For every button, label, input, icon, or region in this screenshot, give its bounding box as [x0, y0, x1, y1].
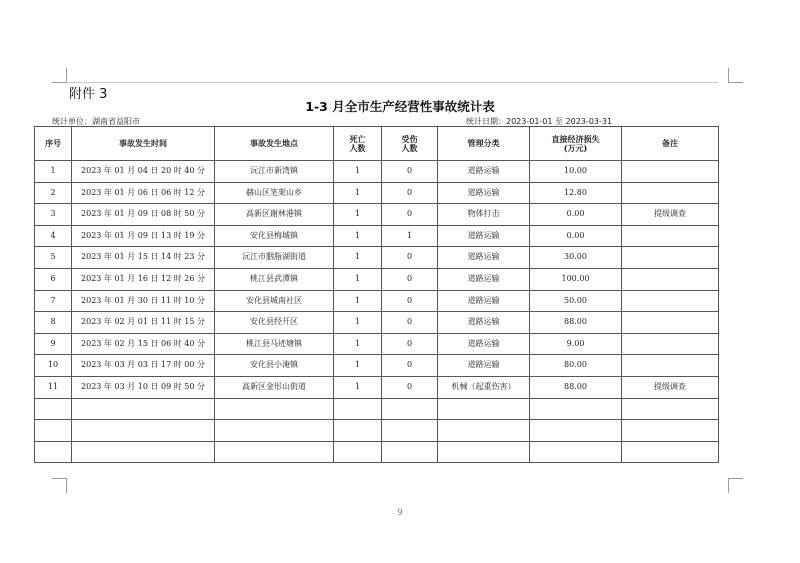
empty-cell [438, 441, 530, 463]
empty-cell [35, 398, 72, 420]
header-no: 序号 [35, 127, 72, 161]
cell-time: 2023 年 01 月 16 日 12 时 26 分 [72, 268, 215, 290]
table-row [35, 268, 719, 290]
cell-loss: 80.00 [530, 355, 622, 377]
empty-cell [382, 398, 438, 420]
cell-no: 6 [35, 268, 72, 290]
statistics-date: 统计日期：2023-01-01 至 2023-03-31 [466, 117, 613, 126]
cell-no: 7 [35, 290, 72, 312]
empty-cell [622, 441, 719, 463]
cell-category: 道路运输 [438, 268, 530, 290]
empty-cell [530, 441, 622, 463]
cell-dead: 1 [334, 182, 382, 204]
cell-place: 桃江县武潭镇 [215, 268, 334, 290]
table-row [35, 247, 719, 269]
header-loss [530, 127, 622, 161]
empty-cell [622, 398, 719, 420]
header-dead-line1: 死亡 [349, 134, 366, 145]
cell-remark [622, 290, 719, 312]
cell-category: 道路运输 [438, 161, 530, 183]
cell-no: 1 [35, 161, 72, 183]
cell-injured: 0 [382, 204, 438, 226]
header-injured-line2: 人数 [401, 142, 418, 153]
empty-cell [334, 398, 382, 420]
cell-place: 安化县梅城镇 [215, 225, 334, 247]
header-rule [66, 82, 718, 83]
cell-place: 高新区谢林港镇 [215, 204, 334, 226]
cell-dead: 1 [334, 312, 382, 334]
table-row [35, 290, 719, 312]
cell-category: 道路运输 [438, 247, 530, 269]
header-loss-line2: (万元) [563, 142, 588, 153]
cell-category: 道路运输 [438, 182, 530, 204]
empty-cell [382, 420, 438, 442]
document-title: 1-3 月全市生产经营性事故统计表 [305, 99, 495, 114]
crop-mark-top-right [728, 68, 743, 83]
empty-cell [530, 420, 622, 442]
empty-cell [72, 398, 215, 420]
cell-category: 道路运输 [438, 333, 530, 355]
cell-place: 安化县小淹镇 [215, 355, 334, 377]
cell-time: 2023 年 01 月 09 日 08 时 50 分 [72, 204, 215, 226]
cell-loss: 0.00 [530, 225, 622, 247]
empty-cell [438, 398, 530, 420]
crop-mark-bottom-right [728, 478, 743, 493]
table-row [35, 333, 719, 355]
cell-dead: 1 [334, 333, 382, 355]
cell-injured: 0 [382, 268, 438, 290]
empty-cell [72, 441, 215, 463]
cell-injured: 0 [382, 333, 438, 355]
cell-no: 9 [35, 333, 72, 355]
header-time: 事故发生时间 [72, 127, 215, 161]
cell-injured: 1 [382, 225, 438, 247]
cell-no: 4 [35, 225, 72, 247]
table-row [35, 376, 719, 398]
cell-dead: 1 [334, 225, 382, 247]
empty-cell [35, 420, 72, 442]
cell-loss: 0.00 [530, 204, 622, 226]
cell-injured: 0 [382, 290, 438, 312]
cell-dead: 1 [334, 355, 382, 377]
cell-place: 高新区金形山街道 [215, 376, 334, 398]
cell-no: 2 [35, 182, 72, 204]
header-place: 事故发生地点 [215, 127, 334, 161]
cell-time: 2023 年 01 月 15 日 14 时 23 分 [72, 247, 215, 269]
cell-category: 道路运输 [438, 355, 530, 377]
cell-remark [622, 355, 719, 377]
table-row [35, 204, 719, 226]
header-category: 管理分类 [438, 127, 530, 161]
empty-row [35, 441, 719, 463]
cell-loss: 12.80 [530, 182, 622, 204]
cell-loss: 50.00 [530, 290, 622, 312]
cell-injured: 0 [382, 312, 438, 334]
empty-cell [622, 420, 719, 442]
cell-dead: 1 [334, 290, 382, 312]
cell-time: 2023 年 01 月 09 日 13 时 19 分 [72, 225, 215, 247]
empty-cell [334, 420, 382, 442]
empty-cell [35, 441, 72, 463]
table-row [35, 225, 719, 247]
cell-remark [622, 312, 719, 334]
cell-injured: 0 [382, 376, 438, 398]
cell-remark: 提级调查 [622, 376, 719, 398]
cell-category: 道路运输 [438, 225, 530, 247]
crop-mark-bottom-left [52, 478, 67, 493]
table-row [35, 182, 719, 204]
cell-category: 物体打击 [438, 204, 530, 226]
cell-injured: 0 [382, 355, 438, 377]
table-row [35, 161, 719, 183]
cell-loss: 88.00 [530, 376, 622, 398]
header-injured-line1: 受伤 [401, 134, 418, 145]
cell-time: 2023 年 02 月 15 日 06 时 40 分 [72, 333, 215, 355]
header-dead [334, 127, 382, 161]
cell-remark [622, 225, 719, 247]
cell-time: 2023 年 03 月 10 日 09 时 50 分 [72, 376, 215, 398]
header-row [35, 127, 719, 161]
header-remark: 备注 [622, 127, 719, 161]
statistics-unit: 统计单位：湖南省益阳市 [52, 117, 140, 126]
cell-remark [622, 161, 719, 183]
cell-dead: 1 [334, 376, 382, 398]
empty-cell [215, 441, 334, 463]
empty-row [35, 420, 719, 442]
cell-category: 道路运输 [438, 312, 530, 334]
empty-cell [72, 420, 215, 442]
cell-loss: 10.00 [530, 161, 622, 183]
cell-category: 道路运输 [438, 290, 530, 312]
cell-no: 11 [35, 376, 72, 398]
cell-place: 赫山区笔架山乡 [215, 182, 334, 204]
empty-cell [530, 398, 622, 420]
cell-place: 桃江县马迹塘镇 [215, 333, 334, 355]
empty-cell [334, 441, 382, 463]
cell-remark [622, 333, 719, 355]
empty-cell [438, 420, 530, 442]
cell-no: 8 [35, 312, 72, 334]
cell-time: 2023 年 01 月 04 日 20 时 40 分 [72, 161, 215, 183]
cell-time: 2023 年 01 月 06 日 06 时 12 分 [72, 182, 215, 204]
cell-no: 10 [35, 355, 72, 377]
cell-place: 沅江市胭脂湖街道 [215, 247, 334, 269]
empty-cell [215, 420, 334, 442]
cell-no: 3 [35, 204, 72, 226]
cell-remark [622, 268, 719, 290]
cell-injured: 0 [382, 247, 438, 269]
cell-time: 2023 年 03 月 03 日 17 时 00 分 [72, 355, 215, 377]
cell-place: 安化县城南社区 [215, 290, 334, 312]
cell-loss: 30.00 [530, 247, 622, 269]
cell-dead: 1 [334, 161, 382, 183]
cell-no: 5 [35, 247, 72, 269]
cell-dead: 1 [334, 268, 382, 290]
accident-statistics-table [34, 126, 719, 463]
cell-remark [622, 247, 719, 269]
empty-row [35, 398, 719, 420]
cell-loss: 100.00 [530, 268, 622, 290]
empty-cell [382, 441, 438, 463]
crop-mark-top-left [52, 68, 67, 83]
table-row [35, 355, 719, 377]
attachment-label: 附件 3 [69, 87, 108, 102]
header-loss-line1: 直接经济损失 [551, 134, 600, 145]
cell-injured: 0 [382, 182, 438, 204]
table-row [35, 312, 719, 334]
cell-loss: 9.00 [530, 333, 622, 355]
cell-dead: 1 [334, 204, 382, 226]
cell-dead: 1 [334, 247, 382, 269]
cell-remark: 提级调查 [622, 204, 719, 226]
header-injured [382, 127, 438, 161]
cell-place: 安化县经开区 [215, 312, 334, 334]
page-number: 9 [397, 508, 403, 518]
cell-place: 沅江市新湾镇 [215, 161, 334, 183]
cell-loss: 88.00 [530, 312, 622, 334]
cell-time: 2023 年 01 月 30 日 11 时 10 分 [72, 290, 215, 312]
header-dead-line2: 人数 [349, 142, 366, 153]
cell-remark [622, 182, 719, 204]
cell-category: 机械（起重伤害） [438, 376, 530, 398]
cell-injured: 0 [382, 161, 438, 183]
empty-cell [215, 398, 334, 420]
cell-time: 2023 年 02 月 01 日 11 时 15 分 [72, 312, 215, 334]
